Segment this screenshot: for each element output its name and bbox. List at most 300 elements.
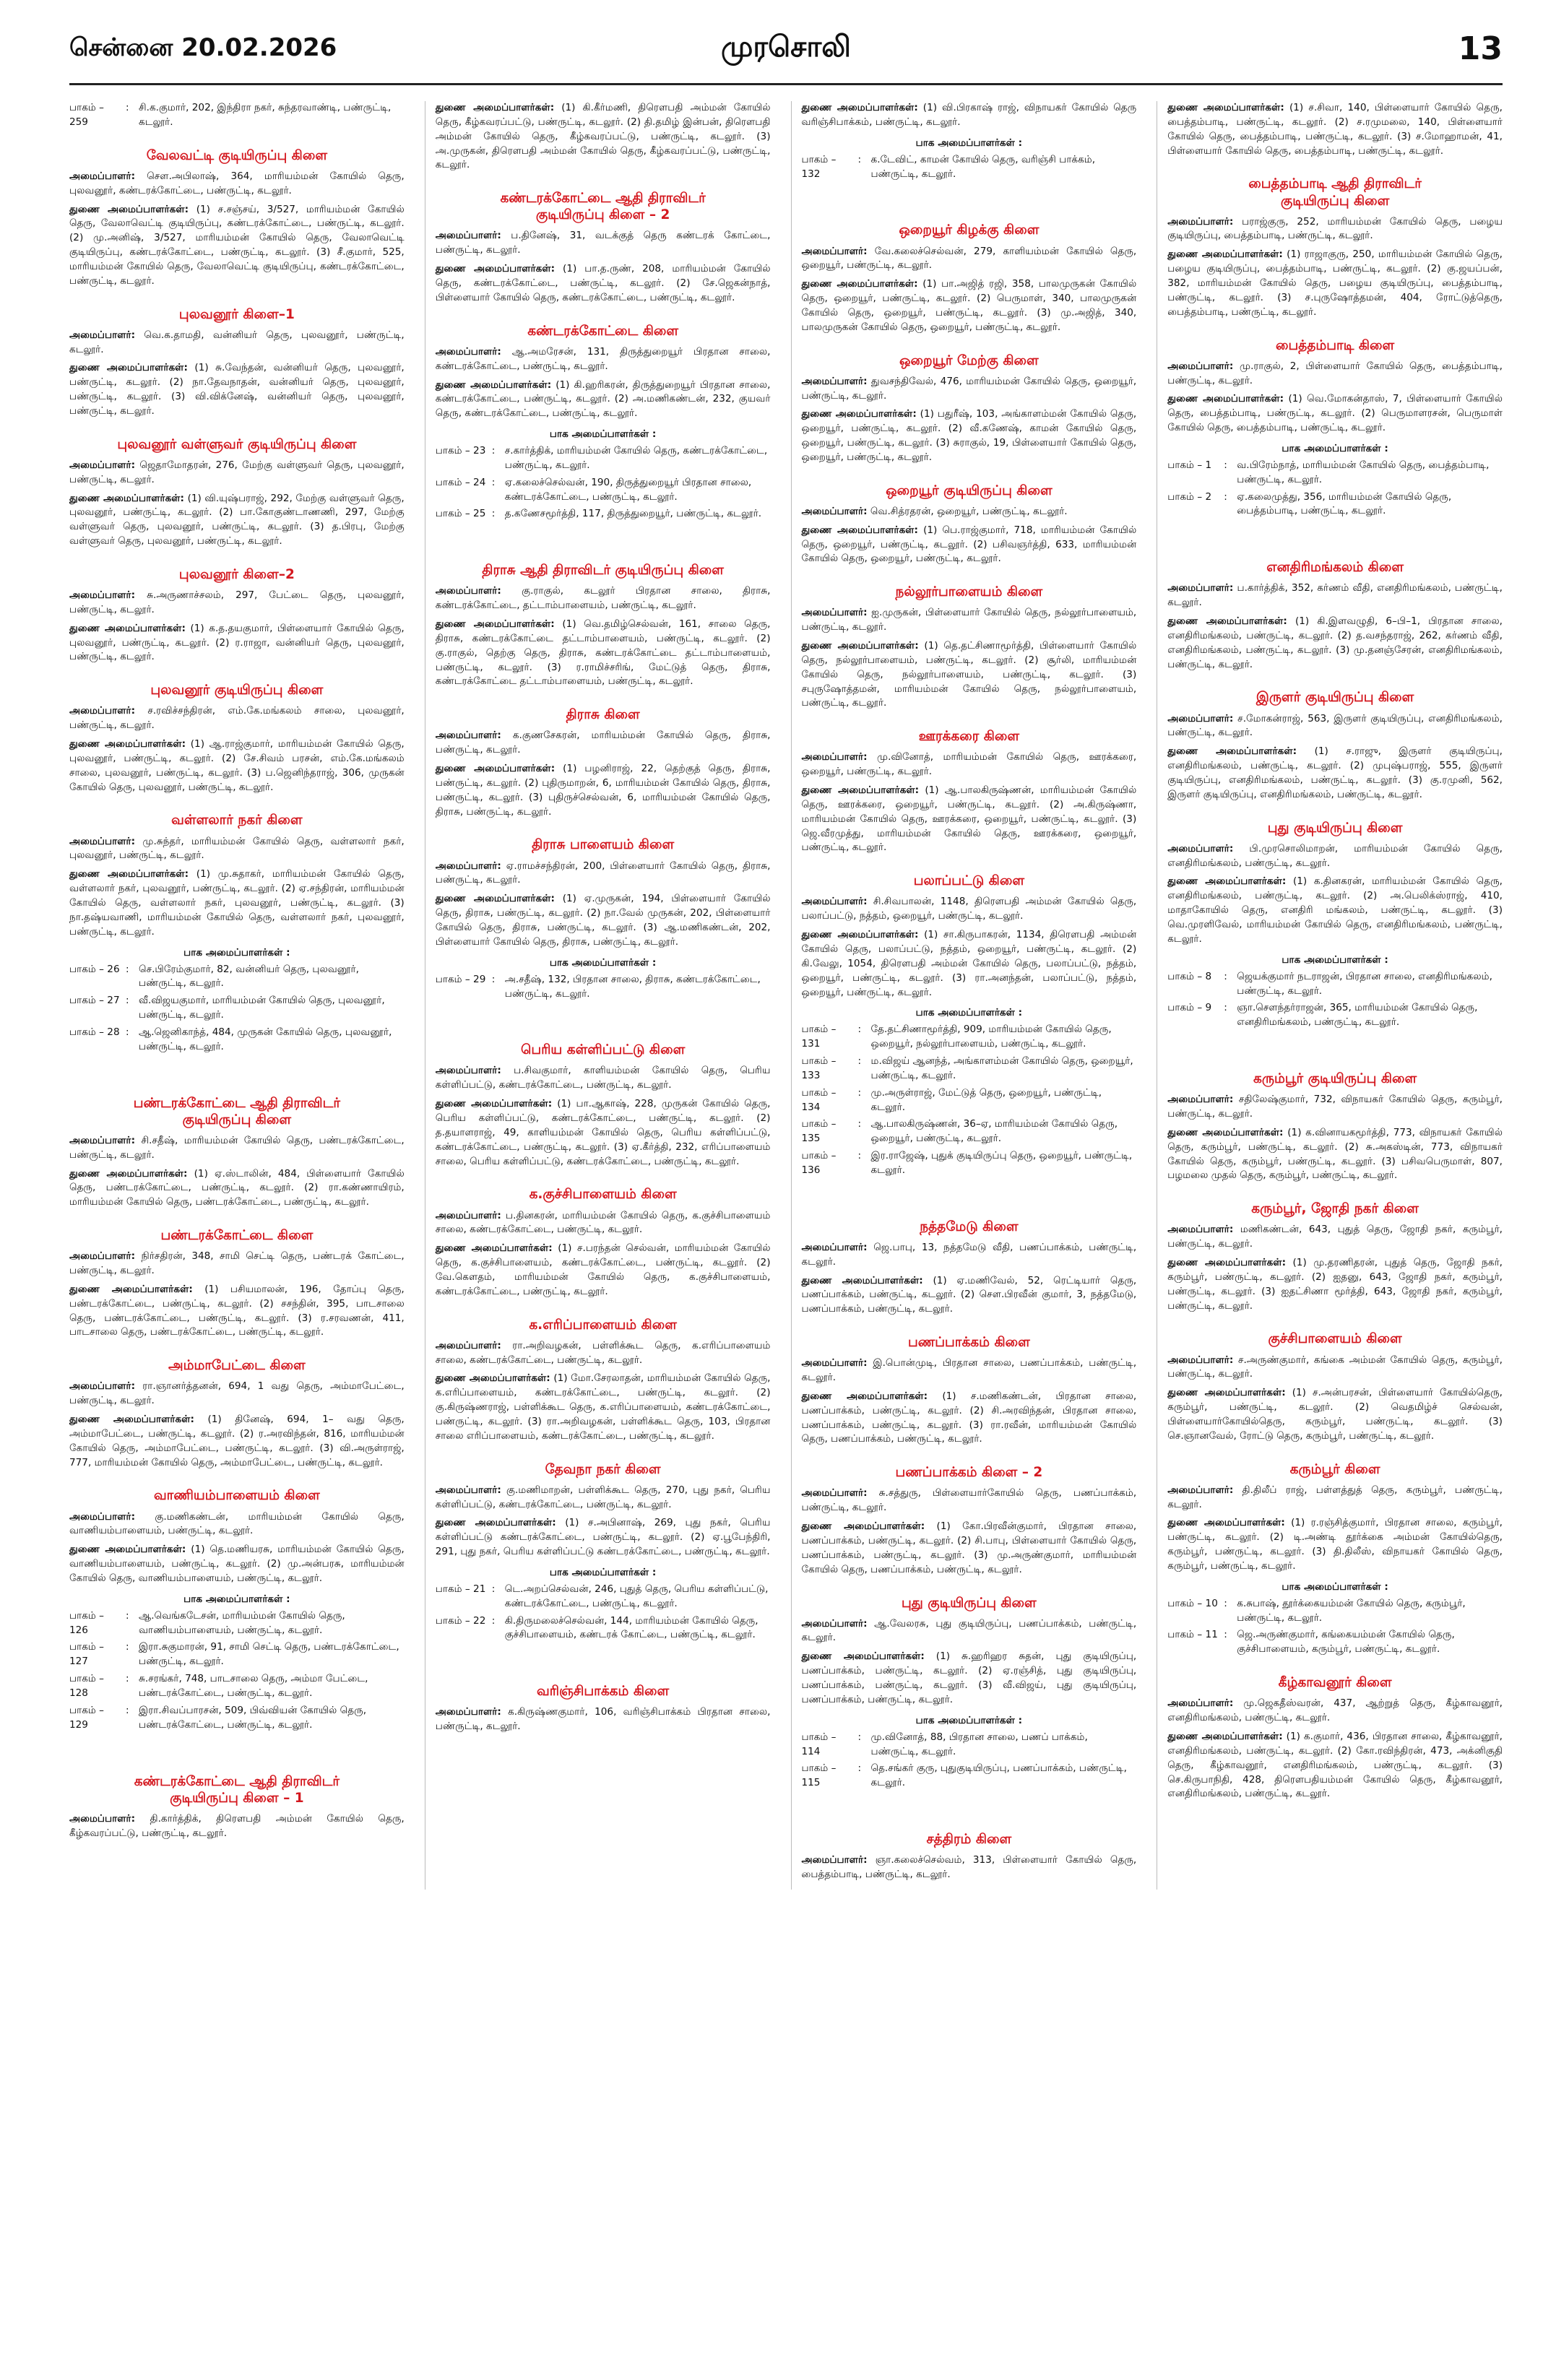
organiser-text: சு.சத்துரு, பிள்ளையார்கோயில் தெரு, பணப்பாக்கம், பண்ருட்டி, கடலூர். — [801, 1487, 1137, 1514]
branch-heading — [802, 1831, 1137, 1848]
deputies-entry — [1167, 745, 1503, 802]
organiser-label: அமைப்பாளர்: — [435, 230, 501, 242]
branch-heading-line: குடியிருப்பு கிளை — [1280, 193, 1390, 209]
branch-heading-line: பண்டரக்கோட்டை கிளை — [160, 1228, 314, 1244]
ward-number: பாகம் – 131 — [801, 1024, 837, 1050]
branch-heading — [802, 1464, 1137, 1481]
branch-heading — [69, 436, 405, 453]
organiser-label: அமைப்பாளர்: — [69, 170, 136, 182]
organiser-text: பராஜ்குரு, 252, மாரியம்மன் கோயில் தெரு, பழைய குடியிருப்பு, பைத்தம்பாடி, பண்ருட்டி, கடலூர். — [1167, 215, 1503, 242]
branch-heading — [1167, 559, 1503, 576]
organiser-text: மு.வினோத், மாரியம்மன் கோயில் தெரு, ஊரக்கரை, ஒறையூர், பண்ருட்டி, கடலூர். — [801, 751, 1137, 778]
ward-separator: : — [126, 1026, 129, 1038]
deputies-label: துணை அமைப்பாளர்கள்: — [69, 203, 189, 215]
organiser-label: அமைப்பாளர்: — [801, 505, 868, 517]
ward-separator: : — [1224, 490, 1227, 503]
organiser-entry — [802, 895, 1137, 924]
branch-section — [802, 1831, 1137, 1882]
branch-heading-line: நத்தமேடு கிளை — [920, 1219, 1019, 1234]
deputies-text: (1) ச.ராஜு, இருளர் குடியிருப்பு, எனதிரிமங்கலம், பண்ருட்டி, கடலூர். (2) முபுஷ்பராஜ், 555, இருளர் குடியிருப்பு, எனதிரிமங்கலம், பண்ருட்டி, கடலூர். (3) கு.ரமுனி, 562, இருளர் குடியிருப்பு, எனதிரிமங்கலம், பண்ருட்டி, கடலூர். — [1167, 745, 1503, 800]
ward-row — [802, 1055, 1137, 1083]
organiser-label: அமைப்பாளர்: — [1167, 842, 1234, 854]
ward-organiser: வ.பிரேம்நாத், மாரியம்மன் கோயில் தெரு, பைத்தம்பாடி, பண்ருட்டி, கடலூர். — [1237, 459, 1490, 485]
branch-heading — [1167, 1674, 1503, 1691]
ward-row — [802, 1117, 1137, 1146]
organiser-text: வெ.சித்ரதரன், ஒறையூர், பண்ருட்டி, கடலூர். — [870, 505, 1068, 517]
section-spacer — [436, 1008, 771, 1024]
ward-number: பாகம் – 129 — [69, 1704, 104, 1731]
branch-heading — [1167, 337, 1503, 354]
deputies-label: துணை அமைப்பாளர்கள்: — [69, 622, 186, 634]
branch-heading — [69, 1487, 405, 1504]
deputies-text: (1) வி.பிரகாஷ் ராஜ், விநாயகர் கோயில் தெரு வரிஞ்சிபாக்கம், பண்ருட்டி, கடலூர். — [801, 102, 1137, 128]
ward-number: பாகம் – 23 — [435, 445, 486, 457]
branch-heading-line: இருளர் குடியிருப்பு கிளை — [1255, 690, 1414, 706]
organiser-text: கு.மணிமாறன், பள்ளிக்கூட தெரு, 270, புது நகர், பெரிய கள்ளிப்பட்டு, கண்டரக்கோட்டை, பண்ருட்டி, கடலூர். — [435, 1484, 771, 1510]
ward-organiser: ஞா.சௌந்தர்ராஜன், 365, மாரியம்மன் கோயில் தெரு, எனதிரிமங்கலம், பண்ருட்டி, கடலூர். — [1237, 1002, 1478, 1029]
branch-section — [69, 147, 405, 289]
organiser-label: அமைப்பாளர்: — [435, 585, 501, 597]
branch-heading-line: சத்திரம் கிளை — [926, 1832, 1012, 1848]
deputies-text: (1) ச.அன்பரசன், பிள்ளையார் கோயில்தெரு, கரும்பூர், பண்ருட்டி, கடலூர். (2) வெதமிழ்ச் செல்வன், பிள்ளையார்கோயில்தெரு, கரும்பூர், பண்ருட்டி, கடலூர். (3) செ.ஞானவேல், ரோட்டு தெரு, கரும்பூர், பண்ருட்டி, கடலூர். — [1167, 1387, 1503, 1442]
ward-separator: : — [857, 1055, 862, 1068]
deputies-label: துணை அமைப்பாளர்கள்: — [1167, 1126, 1284, 1138]
ward-separator: : — [126, 102, 129, 113]
branch-heading — [802, 873, 1137, 889]
deputies-entry — [1167, 1126, 1503, 1183]
branch-section — [69, 1095, 405, 1210]
branch-heading-line: கண்டரக்கோட்டை ஆதி திராவிடர் — [134, 1773, 340, 1789]
branch-heading-line: கரும்பூர் கிளை — [1289, 1461, 1380, 1477]
deputies-label: துணை அமைப்பாளர்கள்: — [801, 640, 919, 652]
deputies-entry — [802, 101, 1137, 130]
ward-row — [802, 1086, 1137, 1115]
ward-organisers-heading: பாக அமைப்பாளர்கள் : — [1281, 442, 1388, 454]
organiser-text: ஆ.வேலரசு, புது குடியிருப்பு, பணப்பாக்கம், பண்ருட்டி, கடலூர். — [801, 1617, 1137, 1644]
branch-heading-line: குடியிருப்பு கிளை – 1 — [170, 1790, 304, 1806]
branch-heading-line: புலவனூர் வள்ளுவர் குடியிருப்பு கிளை — [117, 436, 357, 452]
ward-organisers-heading: பாக அமைப்பாளர்கள் : — [549, 1566, 657, 1578]
branch-heading — [1167, 176, 1503, 209]
ward-number: பாகம் – 135 — [801, 1118, 837, 1145]
branch-section — [1167, 1330, 1503, 1443]
branch-heading-line: குச்சிபாளையம் கிளை — [1268, 1331, 1402, 1347]
ward-organisers-heading: பாக அமைப்பாளர்கள் : — [915, 137, 1023, 149]
organiser-entry — [802, 1853, 1137, 1882]
organiser-text: ஜெதாமோதரன், 276, மேற்கு வள்ளுவர் தெரு, புலவனூர், பண்ருட்டி, கடலூர். — [69, 459, 405, 485]
ward-row — [1167, 490, 1503, 519]
branch-section — [436, 1683, 771, 1734]
ward-organiser: இர.ராஜேஷ், புதுக் குடியிருப்பு தெரு, ஒறையூர், பண்ருட்டி, கடலூர். — [870, 1150, 1133, 1176]
section-spacer — [802, 1798, 1137, 1814]
ward-organiser: ஏ.கலைச்செல்வன், 190, திருத்துறையூர் பிரதான சாலை, கண்டரக்கோட்டை, பண்ருட்டி, கடலூர். — [504, 476, 752, 503]
section-spacer — [436, 529, 771, 545]
branch-heading — [802, 1219, 1137, 1235]
deputies-text: (1) மு.சுதாகர், மாரியம்மன் கோயில் தெரு, வள்ளலார் நகர், புலவனூர், பண்ருட்டி, கடலூர். (2) ஏ.சந்திரன், மாரியம்மன் கோயில் தெரு, வள்ளலார் நகர், புலவனூர், பண்ருட்டி, கடலூர். (3) நா.தஷ்யவாணி, மாரியம்மன் கோயில் தெரு, வள்ளலார் நகர், புலவனூர், பண்ருட்டி, கடலூர். — [69, 868, 405, 938]
branch-heading — [1167, 1070, 1503, 1087]
branch-heading — [802, 352, 1137, 369]
branch-heading-line: பணப்பாக்கம் கிளை – 2 — [895, 1465, 1043, 1481]
deputies-entry — [1167, 248, 1503, 319]
branch-heading-line: தேவநா நகர் கிளை — [545, 1461, 661, 1477]
ward-row — [436, 1583, 771, 1611]
ward-separator: : — [1224, 459, 1227, 471]
deputies-entry — [69, 492, 405, 549]
organiser-text: க.குணசேகரன், மாரியம்மன் கோயில் தெரு, திராசு, பண்ருட்டி, கடலூர். — [435, 730, 771, 756]
edition-date: சென்னை 20.02.2026 — [69, 33, 337, 62]
branch-section — [802, 1464, 1137, 1577]
deputies-entry — [802, 1274, 1137, 1317]
branch-heading — [69, 566, 405, 583]
column — [1157, 101, 1503, 1890]
deputies-text: (1) ச.அபினாஷ், 269, புது நகர், பெரிய கள்ளிப்பட்டு கண்டரக்கோட்டை, பண்ருட்டி, கடலூர். (2) ஏ.பூபேந்திரி, 291, புது நகர், பெரிய கள்ளிப்பட்டு கண்டரக்கோட்டை, பண்ருட்டி, கடலூர். — [435, 1517, 771, 1558]
ward-separator: : — [491, 508, 496, 520]
deputies-entry — [1167, 392, 1503, 436]
branch-section — [1167, 1070, 1503, 1183]
ward-number: பாகம் – 28 — [69, 1026, 120, 1038]
deputies-label: துணை அமைப்பாளர்கள்: — [69, 1167, 188, 1180]
organiser-entry — [69, 170, 405, 199]
deputies-text: (1) கோ.பிரவீன்குமார், பிரதான சாலை, பணப்பாக்கம், பண்ருட்டி, கடலூர். (2) சி.பாபு, பிள்ளையார் கோயில் தெரு, பணப்பாக்கம், பண்ருட்டி, கடலூர். (3) மு.அருண்குமார், மாரியம்மன் கோயில் தெரு, பணப்பாக்கம், பண்ருட்டி, கடலூர். — [801, 1520, 1137, 1575]
ward-organiser: கி.திருமலைச்செல்வன், 144, மாரியம்மன் கோயில் தெரு, குச்சிபாளையம், கண்டரக் கோட்டை, பண்ருட்டி, கடலூர். — [504, 1614, 758, 1641]
ward-row — [1167, 459, 1503, 488]
deputies-entry — [69, 361, 405, 418]
branch-heading-line: வேலவட்டி குடியிருப்பு கிளை — [146, 147, 328, 163]
ward-row — [802, 1149, 1137, 1178]
deputies-text: (1) பெ.ராஜ்குமார், 718, மாரியம்மன் கோயில் தெரு, ஒறையூர், பண்ருட்டி, கடலூர். (2) பசிவஞர்த்தி, 633, மாரியம்மன் கோயில் தெரு, ஒறையூர், பண்ருட்டி, கடலூர். — [801, 524, 1137, 565]
organiser-label: அமைப்பாளர்: — [801, 896, 868, 908]
deputies-text: (1) ச.மணிகண்டன், பிரதான சாலை, பணப்பாக்கம், பண்ருட்டி, கடலூர். (2) சி.அரவிந்தன், பிரதான சாலை, பணப்பாக்கம், பண்ருட்டி, கடலூர். (3) ரா.ரவீன், மாரியம்மன் கோயில் தெரு, பணப்பாக்கம், பண்ருட்டி, கடலூர். — [801, 1390, 1137, 1445]
ward-number: பாகம் – 25 — [435, 508, 486, 520]
section-spacer — [436, 1650, 771, 1666]
ward-row — [69, 1609, 405, 1638]
deputies-entry — [69, 1283, 405, 1340]
ward-number: பாகம் – 132 — [801, 153, 837, 180]
organiser-text: மு.சுந்தர், மாரியம்மன் கோயில் தெரு, வள்ளலார் நகர், புலவனூர், பண்ருட்டி, கடலூர். — [69, 835, 405, 862]
ward-number: பாகம் – 127 — [69, 1641, 104, 1668]
ward-organiser: க.டேவிட், காமன் கோயில் தெரு, வரிஞ்சி பாக்கம், பண்ருட்டி, கடலூர். — [870, 153, 1096, 180]
branch-heading-line: ஊரக்கரை கிளை — [918, 729, 1020, 745]
ward-separator: : — [126, 995, 129, 1007]
ward-number: பாகம் – 128 — [69, 1673, 104, 1699]
branch-heading — [1167, 1200, 1503, 1217]
ward-number: பாகம் – 1 — [1167, 459, 1212, 471]
organiser-entry — [69, 1134, 405, 1163]
organiser-text: மணிகண்டன், 643, புதுத் தெரு, ஜோதி நகர், கரும்பூர், பண்ருட்டி, கடலூர். — [1167, 1224, 1503, 1250]
organiser-entry — [1167, 1354, 1503, 1382]
deputies-text: (1) கி.கீர்மணி, திரௌபதி அம்மன் கோயில் தெரு, கீழ்கவரப்பட்டு, பண்ருட்டி, கடலூர். (2) தி.தமிழ் இன்பன், திரௌபதி அம்மன் கோயில் தெரு, கீழ்கவரப்பட்டு, பண்ருட்டி, கடலூர். (3) அ.முருகன், திரௌபதி அம்மன் கோயில் தெரு, கீழ்கவரப்பட்டு, பண்ருட்டி, கடலூர். — [435, 102, 771, 171]
ward-organiser: ச.கார்த்திக், மாரியம்மன் கோயில் தெரு, கண்டரக்கோட்டை, பண்ருட்டி, கடலூர். — [504, 445, 768, 471]
deputies-entry — [436, 101, 771, 173]
deputies-text: (1) பதுரீஷ், 103, அங்காளம்மன் கோயில் தெரு, ஒறையூர், பண்ருட்டி, கடலூர். (2) வீ.கணேஷ், காமன் கோயில் தெரு, ஒறையூர், பண்ருட்டி, கடலூர். (3) சுராகுல், 19, பிள்ளையார் கோயில் தெரு, ஒறையூர், பண்ருட்டி, கடலூர். — [801, 408, 1137, 463]
deputies-text: (1) ஆ.ராஜ்குமார், மாரியம்மன் கோயில் தெரு, புலவனூர், பண்ருட்டி, கடலூர். (2) சே.சிவம் பரசன், எம்.கே.மங்கலம் சாலை, புலவனூர், பண்ருட்டி, கடலூர். (3) ப.ஜெனிந்தராஜ், 306, முருகன் கோயில் தெரு, புலவனூர், பண்ருட்டி, கடலூர். — [69, 738, 405, 793]
branch-heading-line: பெரிய கள்ளிப்பட்டு கிளை — [520, 1042, 686, 1058]
branch-heading — [436, 1186, 771, 1203]
deputies-label: துணை அமைப்பாளர்கள்: — [69, 868, 189, 880]
ward-organiser: தெ.சங்கர் குரு, புதுகுடியிருப்பு, பணப்பாக்கம், பண்ருட்டி, கடலூர். — [870, 1762, 1127, 1789]
organiser-label: அமைப்பாளர்: — [435, 1484, 501, 1496]
deputies-label: துணை அமைப்பாளர்கள்: — [801, 102, 918, 113]
organiser-text: ப.கார்த்திக், 352, கர்ணம் வீதி, எனதிரிமங்கலம், பண்ருட்டி, கடலூர். — [1167, 582, 1503, 609]
branch-heading-line: நல்லூர்பாளையம் கிளை — [895, 584, 1043, 600]
branch-heading — [436, 1683, 771, 1700]
branch-section — [69, 566, 405, 665]
deputies-label: துணை அமைப்பாளர்கள்: — [801, 1650, 925, 1663]
ward-row — [436, 507, 771, 522]
branch-heading-line: கரும்பூர், ஜோதி நகர் கிளை — [1251, 1201, 1419, 1217]
deputies-entry — [436, 762, 771, 819]
deputies-text: (1) ச.பரந்தன் செல்வன், மாரியம்மன் கோயில் தெரு, க.குச்சிபாளையம், கண்டரக்கோட்டை, பண்ருட்டி, கடலூர். (2) வே.கௌதம், மாரியம்மன் கோயில் தெரு, க.குச்சிபாளையம், கண்டரக்கோட்டை, பண்ருட்டி, கடலூர். — [435, 1242, 771, 1297]
branch-section — [69, 306, 405, 419]
deputies-entry — [69, 203, 405, 289]
section-spacer — [1167, 1037, 1503, 1053]
deputies-text: (1) கி.ஹரிகரன், திருத்துறையூர் பிரதான சாலை, கண்டரக்கோட்டை, பண்ருட்டி, கடலூர். (2) அ.மணிகண்டன், 232, குயவர் தெரு, கண்டரக்கோட்டை, பண்ருட்டி, கடலூர். — [435, 378, 771, 420]
branch-heading — [1167, 820, 1503, 836]
deputies-text: (1) பா.அஜித் ரஜி, 358, பாலமுருகன் கோயில் தெரு, ஒறையூர், பண்ருட்டி, கடலூர். (2) பெருமாள், 340, பாலமுருகன் கோயில் தெரு, ஒறையூர், பண்ருட்டி, கடலூர். (3) மு.அஜித், 340, பாலமுருகன் கோயில் தெரு, ஒறையூர், பண்ருட்டி, கடலூர். — [801, 278, 1137, 333]
deputies-label: துணை அமைப்பாளர்கள்: — [801, 1274, 923, 1286]
ward-organiser: ஆ.வெங்கடேசன், மாரியம்மன் கோயில் தெரு, வாணியம்பாளையம், பண்ருட்டி, கடலூர். — [139, 1609, 345, 1636]
organiser-label: அமைப்பாளர்: — [801, 751, 868, 763]
branch-section — [802, 1334, 1137, 1447]
branch-section — [436, 836, 771, 1001]
deputies-text: (1) ஏ.ஸ்டாலின், 484, பிள்ளையார் கோயில் தெரு, பண்டரக்கோட்டை, பண்ருட்டி, கடலூர். (2) ரா.கண்ணாயிரம், மாரியம்மன் கோயில் தெரு, பண்டரக்கோட்டை, பண்ருட்டி, கடலூர். — [69, 1167, 405, 1208]
organiser-text: க.கிருஷ்ணகுமார், 106, வரிஞ்சிபாக்கம் பிரதான சாலை, பண்ருட்டி, கடலூர். — [435, 1706, 771, 1733]
organiser-entry — [69, 835, 405, 864]
organiser-label: அமைப்பாளர்: — [69, 1510, 136, 1523]
organiser-text: பி.முரசொலிமாறன், மாரியம்மன் கோயில் தெரு, எனதிரிமங்கலம், பண்ருட்டி, கடலூர். — [1167, 842, 1503, 869]
ward-row — [1167, 970, 1503, 999]
branch-heading-line: குடியிருப்பு கிளை – 2 — [535, 207, 670, 223]
ward-number: பாகம் – 126 — [69, 1609, 104, 1636]
branch-heading — [69, 1773, 405, 1806]
deputies-text: (1) க.குமார், 436, பிரதான சாலை, கீழ்காவனூர், எனதிரிமங்கலம், பண்ருட்டி, கடலூர். (2) கோ.ரவிந்திரன், 473, அக்னிகுதி தெரு, கீழ்காவனூர், எனதிரிமங்கலம், பண்ருட்டி, கடலூர். (3) செ.கிருபாநிதி, 428, திரௌபதியம்மன் கோயில் தெரு, கீழ்காவனூர், எனதிரிமங்கலம், பண்ருட்டி, கடலூர். — [1167, 1730, 1503, 1800]
ward-organiser: ஆ.ஜெனிகாந்த், 484, முருகன் கோயில் தெரு, புலவனூர், பண்ருட்டி, கடலூர். — [139, 1026, 392, 1052]
branch-heading — [436, 190, 771, 223]
organiser-label: அமைப்பாளர்: — [69, 1134, 136, 1146]
section-spacer — [69, 1062, 405, 1078]
branch-heading-line: புலவனூர் கிளை–2 — [178, 566, 295, 582]
organiser-entry — [436, 1064, 771, 1093]
ward-separator: : — [857, 1731, 862, 1743]
ward-separator: : — [1224, 1629, 1227, 1641]
organiser-label: அமைப்பாளர்: — [801, 1617, 868, 1630]
ward-organisers-heading: பாக அமைப்பாளர்கள் : — [915, 1007, 1023, 1019]
branch-section — [69, 1487, 405, 1732]
organiser-label: அமைப்பாளர்: — [1167, 582, 1234, 594]
organiser-label: அமைப்பாளர்: — [69, 329, 136, 341]
ward-organiser: ஜெ.அருண்குமார், கங்கையம்மன் கோயில் தெரு, குச்சிபாளையம், கரும்பூர், பண்ருட்டி, கடலூர். — [1237, 1629, 1455, 1656]
ward-separator: : — [491, 476, 496, 488]
organiser-entry — [436, 345, 771, 374]
ward-separator: : — [857, 1024, 862, 1036]
branch-heading — [1167, 1461, 1503, 1478]
branch-heading-line: திராசு ஆதி திராவிடர் குடியிருப்பு கிளை — [482, 563, 724, 579]
deputies-text: (1) கி.இளவழுதி, 6–பி–1, பிரதான சாலை, எனதிரிமங்கலம், பண்ருட்டி, கடலூர். (2) த.வசந்தராஜ், 262, கர்ணம் வீதி, எனதிரிமங்கலம், பண்ருட்டி, கடலூர். (3) மு.தனஞ்சேரன், எனதிரிமங்கலம், பண்ருட்டி, கடலூர். — [1167, 615, 1503, 670]
ward-number: பாகம் – 24 — [435, 476, 486, 488]
branch-heading-line: வள்ளலார் நகர் கிளை — [171, 813, 303, 828]
ward-separator: : — [491, 1614, 496, 1627]
deputies-label: துணை அமைப்பாளர்கள்: — [435, 1242, 553, 1255]
ward-separator: : — [1224, 1002, 1227, 1014]
branch-heading-line: க.குச்சிபாளையம் கிளை — [529, 1187, 677, 1203]
deputies-entry — [1167, 1256, 1503, 1313]
branch-section — [1167, 1461, 1503, 1658]
organiser-entry — [69, 1510, 405, 1539]
branch-section — [802, 1219, 1137, 1317]
ward-number: பாகம் – 11 — [1167, 1629, 1218, 1641]
branch-section — [436, 562, 771, 689]
ward-separator: : — [126, 1609, 129, 1622]
ward-separator: : — [857, 1086, 862, 1099]
ward-organiser: டெ.அறப்செல்வன், 246, புதுத் தெரு, பெரிய கள்ளிப்பட்டு, கண்டரக்கோட்டை, பண்ருட்டி, கடலூர். — [504, 1583, 769, 1609]
deputies-entry — [1167, 101, 1503, 158]
deputies-entry — [802, 1650, 1137, 1707]
deputies-text: (1) பசியமாலன், 196, தோப்பு தெரு, பண்டரக்கோட்டை, பண்ருட்டி, கடலூர். (2) சசந்தின், 395, பாடசாலை தெரு, பண்டரக்கோட்டை, பண்ருட்டி, கடலூர். (3) ர.சரவணன், 411, பாடசாலை தெரு, பண்டரக்கோட்டை, பண்ருட்டி, கடலூர். — [69, 1283, 405, 1338]
organiser-entry — [1167, 712, 1503, 741]
branch-heading — [436, 836, 771, 853]
branch-heading — [69, 1095, 405, 1128]
organiser-text: ப.சிவகுமார், காளியம்மன் கோயில் தெரு, பெரிய கள்ளிப்பட்டு, கண்டரக்கோட்டை, பண்ருட்டி, கடலூர். — [435, 1065, 771, 1091]
organiser-label: அமைப்பாளர்: — [69, 705, 136, 717]
deputies-text: (1) க.தினகரன், மாரியம்மன் கோயில் தெரு, எனதிரிமங்கலம், பண்ருட்டி, கடலூர். (2) அ.பெலிக்ஸ்ராஜ், 410, மாதாகோயில் தெரு, எனதிரி மங்கலம், பண்ருட்டி, கடலூர். (3) வெ.முரளிவேல், மாரியம்மன் கோயில் தெரு, எனதிரிமங்கலம், பண்ருட்டி, கடலூர். — [1167, 875, 1503, 945]
deputies-entry — [69, 1413, 405, 1470]
branch-heading-line: பணப்பாக்கம் கிளை — [907, 1335, 1030, 1351]
ward-number: பாகம் – 10 — [1167, 1597, 1218, 1609]
deputies-text: (1) ர.ரஞ்சித்குமார், பிரதான சாலை, கரும்பூர், பண்ருட்டி, கடலூர். (2) டி.அண்டி தூர்க்கை அம்மன் கோயில்தெரு, கரும்பூர், பண்ருட்டி, கடலூர். (3) தி.திலீஸ், விநாயகர் கோயில் தெரு, கரும்பூர், பண்ருட்டி, கடலூர். — [1167, 1517, 1503, 1572]
deputies-entry — [436, 378, 771, 422]
organiser-text: சதிலேஷ்குமார், 732, விநாயகர் கோயில் தெரு, கரும்பூர், பண்ருட்டி, கடலூர். — [1167, 1094, 1503, 1120]
article-columns — [69, 101, 1503, 1890]
deputies-text: (1) க.வினாயகமூர்த்தி, 773, விநாயகர் கோயில் தெரு, கரும்பூர், பண்ருட்டி, கடலூர். (2) சு.அகஸ்டின், 773, விநாயகர் கோயில் தெரு, கரும்பூர், பண்ருட்டி, கடலூர். (3) பசிவபெருமாள், 807, பழமலை முதல் தெரு, கரும்பூர், பண்ருட்டி, கடலூர். — [1167, 1126, 1503, 1182]
branch-heading-line: குடியிருப்பு கிளை — [182, 1112, 292, 1128]
organiser-entry — [802, 1487, 1137, 1515]
deputies-label: துணை அமைப்பாளர்கள்: — [435, 102, 555, 113]
branch-heading — [436, 1461, 771, 1478]
organiser-entry — [802, 1356, 1137, 1385]
organiser-entry — [1167, 1093, 1503, 1122]
ward-number: பாகம் – 115 — [801, 1762, 837, 1789]
branch-heading — [802, 222, 1137, 238]
ward-separator: : — [126, 963, 129, 975]
ward-separator: : — [126, 1641, 129, 1653]
branch-heading — [69, 1227, 405, 1244]
deputies-entry — [436, 1097, 771, 1169]
organiser-entry — [436, 1209, 771, 1238]
ward-organisers-heading: பாக அமைப்பாளர்கள் : — [1281, 1580, 1388, 1593]
ward-separator: : — [857, 153, 862, 165]
deputies-text: (1) க.த.தயகுமார், பிள்ளையார் கோயில் தெரு, புலவனூர், பண்ருட்டி, கடலூர். (2) ர.ராஜா, வன்னியர் தெரு, புலவனூர், பண்ருட்டி, கடலூர். — [69, 622, 405, 663]
organiser-label: அமைப்பாளர்: — [69, 1812, 136, 1825]
ward-number: பாகம் – 29 — [435, 973, 486, 985]
ward-separator: : — [491, 1583, 496, 1595]
organiser-label: அமைப்பாளர்: — [435, 1339, 501, 1351]
deputies-entry — [1167, 1386, 1503, 1443]
organiser-entry — [436, 729, 771, 758]
organiser-entry — [436, 584, 771, 613]
ward-organiser: மு.வினோத், 88, பிரதான சாலை, பணப் பாக்கம், பண்ருட்டி, கடலூர். — [870, 1731, 1088, 1757]
organiser-text: கு.ராகுல், கடலூர் பிரதான சாலை, திராசு, கண்டரக்கோட்டை, தட்டாம்பாளையம், பண்ருட்டி, கடலூர். — [435, 585, 771, 612]
branch-section — [1167, 1674, 1503, 1801]
organiser-label: அமைப்பாளர்: — [801, 1487, 868, 1500]
organiser-label: அமைப்பாளர்: — [1167, 1484, 1234, 1496]
organiser-entry — [436, 1484, 771, 1513]
section-spacer — [69, 1740, 405, 1756]
organiser-label: அமைப்பாளர்: — [801, 607, 868, 619]
deputies-label: துணை அமைப்பாளர்கள்: — [1167, 615, 1287, 628]
organiser-text: ச.மோகன்ராஜ், 563, இருளர் குடியிருப்பு, எனதிரிமங்கலம், பண்ருட்டி, கடலூர். — [1167, 712, 1503, 739]
ward-number: பாகம் – 134 — [801, 1086, 837, 1113]
branch-section — [1167, 337, 1503, 519]
deputies-entry — [69, 867, 405, 939]
branch-heading — [802, 1334, 1137, 1351]
newspaper-name: முரசொலி — [721, 30, 851, 64]
deputies-text: (1) ஆ.பாலகிருஷ்ணன், மாரியம்மன் கோயில் தெரு, ஊரக்கரை, ஒறையூர், பண்ருட்டி, கடலூர். (2) அ.கிருஷ்ணா, மாரியம்மன் கோயில் தெரு, ஊரக்கரை, ஒறையூர், பண்ருட்டி, கடலூர். (3) ஜெ.வீரமுத்து, மாரியம்மன் கோயில் தெரு, ஊரக்கரை, ஒறையூர், பண்ருட்டி, கடலூர். — [801, 784, 1137, 854]
organiser-label: அமைப்பாளர்: — [801, 1357, 868, 1369]
deputies-label: துணை அமைப்பாளர்கள்: — [801, 1390, 928, 1402]
branch-section — [1167, 176, 1503, 319]
ward-organiser: ஆ.பாலகிருஷ்ணன், 36–ஏ, மாரியம்மன் கோயில் தெரு, ஒறையூர், பண்ருட்டி, கடலூர். — [870, 1118, 1118, 1145]
organiser-entry — [69, 329, 405, 358]
organiser-label: அமைப்பாளர்: — [1167, 360, 1234, 372]
branch-section — [802, 222, 1137, 334]
ward-row — [802, 153, 1137, 182]
organiser-label: அமைப்பாளர்: — [801, 1241, 868, 1253]
ward-number: பாகம் – 27 — [69, 995, 120, 1007]
organiser-entry — [802, 375, 1137, 404]
ward-separator: : — [126, 1673, 129, 1685]
organiser-text: வே.கலைச்செல்வன், 279, காளியம்மன் கோயில் தெரு, ஒறையூர், பண்ருட்டி, கடலூர். — [801, 245, 1137, 272]
ward-organisers-heading: பாக அமைப்பாளர்கள் : — [183, 946, 290, 959]
deputies-text: (1) வி.யுஷ்பராஜ், 292, மேற்கு வள்ளுவர் தெரு, புலவனூர், பண்ருட்டி, கடலூர். (2) பா.கோகுண்டாணணி, 297, மேற்கு வள்ளுவர் தெரு, புலவனூர், பண்ருட்டி, கடலூர். (3) த.பிரபு, மேற்கு வள்ளுவர் தெரு, புலவனூர், பண்ருட்டி, கடலூர். — [69, 492, 405, 548]
organiser-entry — [1167, 1223, 1503, 1252]
organiser-entry — [802, 1241, 1137, 1270]
organiser-text: வெ.க.தாமதி, வன்னியர் தெரு, புலவனூர், பண்ருட்டி, கடலூர். — [69, 329, 405, 355]
deputies-text: (1) வெ.மோகன்தாஸ், 7, பிள்ளையார் கோயில் தெரு, பைத்தம்பாடி, பண்ருட்டி, கடலூர். (2) பெருமாளரசன், பெருமாள் கோயில் தெரு, பைத்தம்பாடி, பண்ருட்டி, கடலூர். — [1167, 393, 1503, 434]
deputies-text: (1) வெ.தமிழ்செல்வன், 161, சாலை தெரு, திராசு, கண்டரக்கோட்டை தட்டாம்பாளையம், பண்ருட்டி, கடலூர். (2) கு.ராகுல், தெற்கு தெரு, திராசு, கண்டரக்கோட்டை தட்டாம்பாளையம், பண்ருட்டி, கடலூர். (3) ர.ராமிச்சரிங், மேட்டுத் தெரு, திராசு, கண்டரக்கோட்டை தட்டாம்பாளையம், பண்ருட்டி, கடலூர். — [435, 618, 771, 688]
page-number: 13 — [1458, 30, 1503, 67]
branch-heading-line: புலவனூர் குடியிருப்பு கிளை — [150, 683, 324, 698]
deputies-text: (1) மு.தரணிதரன், புதுத் தெரு, ஜோதி நகர், கரும்பூர், பண்ருட்டி, கடலூர். (2) ஐதனு, 643, ஜோதி நகர், கரும்பூர், பண்ருட்டி, கடலூர். (3) ஐதட்சிணா மூர்த்தி, 643, ஜோதி நகர், கரும்பூர், பண்ருட்டி, கடலூர். — [1167, 1257, 1503, 1312]
ward-number: பாகம் – 2 — [1167, 490, 1212, 503]
ward-separator: : — [126, 1704, 129, 1716]
organiser-entry — [1167, 1484, 1503, 1513]
organiser-entry — [802, 750, 1137, 779]
organiser-text: ரா.அறிவழகன், பள்ளிக்கூட தெரு, க.எரிப்பாளையம் சாலை, கண்டரக்கோட்டை, பண்ருட்டி, கடலூர். — [435, 1339, 771, 1366]
ward-organiser: ஜெயக்குமார் நடராஜன், பிரதான சாலை, எனதிரிமங்கலம், பண்ருட்டி, கடலூர். — [1237, 970, 1492, 997]
branch-section — [69, 1227, 405, 1340]
organiser-label: அமைப்பாளர்: — [1167, 1697, 1234, 1710]
organiser-text: கு.மணிகண்டன், மாரியம்மன் கோயில் தெரு, வாணியம்பாளையம், பண்ருட்டி, கடலூர். — [69, 1510, 405, 1537]
ward-separator: : — [491, 445, 496, 457]
ward-organisers-heading: பாக அமைப்பாளர்கள் : — [915, 1714, 1023, 1726]
deputies-entry — [436, 1372, 771, 1443]
deputies-label: துணை அமைப்பாளர்கள்: — [1167, 1730, 1283, 1742]
deputies-label: துணை அமைப்பாளர்கள்: — [1167, 102, 1284, 113]
branch-heading-line: கீழ்காவனூர் கிளை — [1278, 1675, 1392, 1691]
deputies-label: துணை அமைப்பாளர்கள்: — [69, 738, 186, 750]
ward-separator: : — [857, 1118, 862, 1130]
organiser-label: அமைப்பாளர்: — [435, 1706, 501, 1718]
branch-section — [436, 190, 771, 305]
deputies-entry — [436, 262, 771, 306]
ward-row — [802, 1731, 1137, 1760]
branch-section — [69, 436, 405, 549]
deputies-entry — [69, 622, 405, 665]
branch-section — [436, 323, 771, 522]
deputies-label: துணை அமைப்பாளர்கள்: — [435, 1372, 550, 1385]
deputies-entry — [69, 1167, 405, 1211]
branch-section — [436, 1317, 771, 1444]
